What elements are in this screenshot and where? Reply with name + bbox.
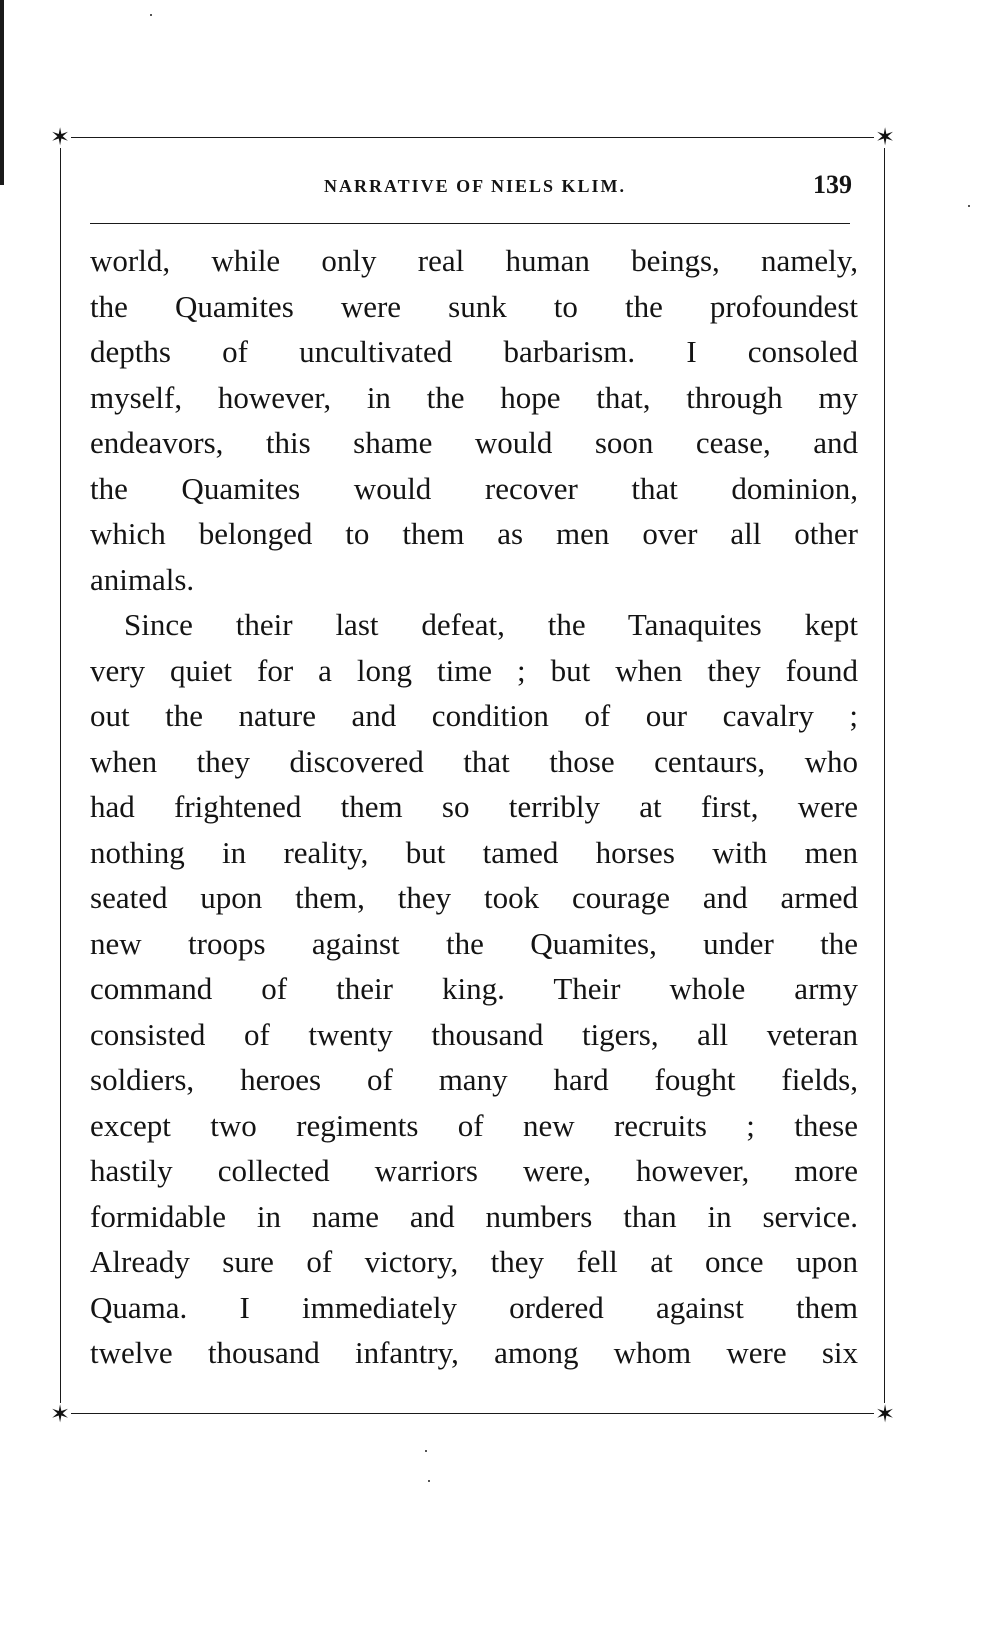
text-line: the Quamites were sunk to the profoundest — [90, 288, 858, 324]
text-line: out the nature and condition of our cavalry ; — [90, 698, 858, 733]
text-line: had frightened them so terribly at first, were — [90, 789, 858, 824]
text-line: endeavors, this shame would soon cease, and — [90, 425, 858, 460]
paragraph-start-line: Since their last defeat, the Tanaquites kept — [124, 607, 858, 642]
corner-ornament-top-left-icon: ✶ — [49, 123, 71, 151]
text-line: twelve thousand infantry, among whom were six — [90, 1335, 858, 1370]
text-line: animals. — [90, 561, 195, 597]
scan-speck — [425, 1450, 427, 1452]
text-line: hastily collected warriors were, however, more — [90, 1153, 858, 1188]
text-line: new troops against the Quamites, under the — [90, 925, 858, 961]
text-line: very quiet for a long time ; but when they found — [90, 652, 858, 688]
running-title: NARRATIVE OF NIELS KLIM. — [323, 176, 627, 196]
text-line: Quama. I immediately ordered against them — [90, 1289, 858, 1325]
scan-speck — [968, 205, 970, 207]
corner-ornament-top-right-icon: ✶ — [874, 123, 896, 151]
text-line: seated upon them, they took courage and armed — [90, 880, 858, 915]
text-line: which belonged to them as men over all other — [90, 516, 858, 551]
text-line: nothing in reality, but tamed horses with men — [90, 834, 858, 870]
corner-ornament-bottom-left-icon: ✶ — [49, 1400, 71, 1428]
scan-edge-mark — [0, 0, 4, 185]
text-line: depths of uncultivated barbarism. I consoled — [90, 334, 858, 369]
scan-speck — [428, 1480, 430, 1482]
running-head — [90, 170, 860, 200]
text-line: the Quamites would recover that dominion, — [90, 470, 858, 506]
page-number: 139 — [813, 170, 852, 199]
text-line: consisted of twenty thousand tigers, all veteran — [90, 1016, 858, 1052]
text-line: formidable in name and numbers than in service. — [90, 1198, 858, 1234]
scan-speck — [150, 14, 152, 16]
text-line: command of their king. Their whole army — [90, 971, 858, 1006]
text-line: when they discovered that those centaurs, who — [90, 743, 858, 779]
text-line: soldiers, heroes of many hard fought fields, — [90, 1062, 858, 1097]
text-line: world, while only real human beings, namely, — [90, 243, 858, 278]
text-line: myself, however, in the hope that, through my — [90, 379, 858, 415]
body-text — [90, 238, 858, 1376]
corner-ornament-bottom-right-icon: ✶ — [874, 1400, 896, 1428]
text-line: Already sure of victory, they fell at once upon — [90, 1244, 858, 1279]
text-line: except two regiments of new recruits ; these — [90, 1107, 858, 1143]
header-rule — [90, 223, 850, 224]
